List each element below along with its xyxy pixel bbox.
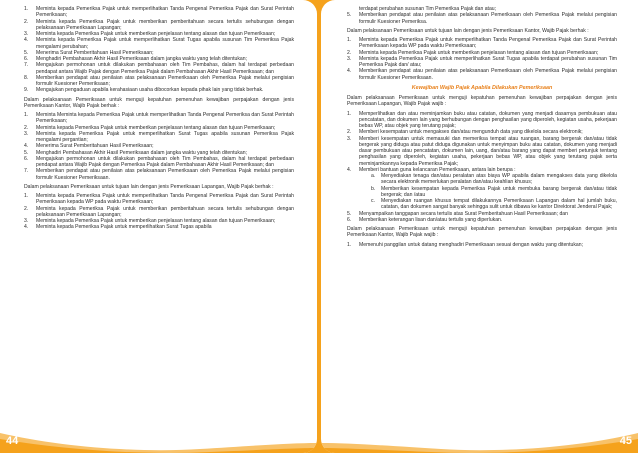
left-list-2 — [24, 112, 294, 181]
page-number: 44 — [6, 435, 19, 447]
list-item: 2. Meminta kepada Pemeriksa Pajak untuk memberikan pemberitahuan secara tertulis sehubungan dengan pelaksanaan Pemeriksaan Lapangan; — [24, 205, 294, 218]
right-list-2 — [347, 111, 617, 224]
list-item: 1. Meminta kepada Pemeriksa Pajak untuk memperlihatkan Tanda Pengenal Pemeriksa Pajak dan Surat Perintah Pemeriksaan kepada WP pada waktu Pemeriksaan; — [347, 37, 617, 50]
sub-list — [371, 173, 617, 211]
list-item: 7. Memberikan pendapat atau penilaian atas pelaksanaan Pemeriksaan oleh Pemeriksa Pajak melalui pengisian formulir Kuesioner Pemeriksaan. — [24, 168, 294, 181]
footer-wave — [0, 413, 317, 453]
list-item: 9. Mengajukan pengaduan apabila kerahasiaan usaha dibocorkan kepada pihak lain yang tidak berhak. — [24, 87, 264, 94]
page-number: 45 — [619, 435, 632, 447]
list-item: 8. Memberikan pendapat atau penilaian atas pelaksanaan Pemeriksaan oleh Pemeriksa Pajak melalui pengisian formulir Kuesioner Pemeriksaan; — [24, 74, 294, 87]
list-item: 1. Memperlihatkan dan atau meminjamkan buku atau catatan, dokumen yang menjadi dasarnya pembukuan atau pencatatan, dan dokumen lain yang berhubungan dengan penghasilan yang diperoleh, kegiatan usaha, pekerjaan bebas WP, atau objek yang terutang pajak; — [347, 110, 617, 129]
list-item: 5. Menerima Surat Pemberitahuan Hasil Pemeriksaan; — [24, 49, 154, 56]
list-item: 1. Meminta Meminta kepada Pemeriksa Pajak untuk memperlihatkan Tanda Pengenal Pemeriksa dan Surat Perintah Pemeriksaan; — [24, 112, 294, 125]
list-item: 4. Meminta kepada Pemeriksa Pajak untuk memperlihatkan Surat Tugas apabila — [24, 224, 212, 231]
paragraph: Dalam pelaksanaan Pemeriksaan untuk tujuan lain dengan jenis Pemeriksaan Lapangan, Wajib Pajak berhak : — [24, 183, 274, 190]
list-item: 2. Meminta kepada Pemeriksa Pajak untuk memberikan penjelasan tentang alasan dan tujuan Pemeriksaan; — [24, 124, 276, 131]
paragraph: Dalam pelaksanaan Pemeriksaan untuk menguji kepatuhan pemenuhan kewajiban perpajakan dengan jenis Pemeriksaan Kantor, Wajib Pajak wajib : — [347, 226, 617, 239]
left-list-1 — [24, 6, 294, 94]
list-item: 4. Memberi bantuan guna kelancaran Pemeriksaan, antara lain berupa : a. Menyediakan tenaga dan/atau peralatan atas biaya WP apabila dalam mengakses data yang dikelola secara elektronik memerlukan peralatan dan/atau keahlian khusus; b. Memberikan kesempatan kepada Pemeriksa Pajak untuk membuka barang bergerak dan/atau tidak bergerak; dan /atau c. Menyediakan ruangan khusus tempat dilakukannya Pemeriksaan Lapangan dalam hal jumlah buku, catatan, dan dokumen sangat banyak sehingga sulit untuk dibawa ke kantor Direktorat Jenderal Pajak; — [347, 166, 617, 211]
list-item: c. Menyediakan ruangan khusus tempat dilakukannya Pemeriksaan Lapangan dalam hal jumlah buku, catatan, dan dokumen sangat banyak sehingga sulit untuk dibawa ke kantor Direktorat Jenderal Pajak; — [371, 198, 617, 211]
list-item: 3. Meminta kepada Pemeriksa Pajak untuk memperlihatkan Surat Tugas apabila terdapat perubahan susunan Tim Pemeriksa Pajak dan/ atau; — [347, 55, 617, 68]
paragraph: Dalam pelaksanaan Pemeriksaan untuk tujuan lain dengan jenis Pemeriksaan Kantor, Wajib Pajak berhak : — [347, 27, 589, 34]
list-item: 4. Meminta kepada Pemeriksa Pajak untuk memperlihatkan Surat Tugas apabila susunan Tim Pemeriksa Pajak mengalami perubahan; — [24, 37, 294, 50]
list-item: 5. Menghadiri Pembahasan Akhir Hasil Pemeriksaan dalam jangka waktu yang telah ditentukan; — [24, 149, 247, 156]
list-item: 6. Menghadiri Pembahasan Akhir Hasil Pemeriksaan dalam jangka waktu yang telah ditentukan; — [24, 56, 247, 62]
left-column — [24, 6, 294, 234]
list-item: 5. Memberikan pendapat atau penilaian atas pelaksanaan Pemeriksaan oleh Pemeriksa Pajak melalui pengisian formulir Kuesioner Pemeriksa. — [347, 12, 617, 25]
right-list-0 — [347, 12, 617, 25]
list-item: 3. Meminta kepada Pemeriksa Pajak untuk memperlihatkan Surat Tugas apabila susunan Pemeriksa Pajak mengalami pergantian; — [24, 130, 294, 143]
paragraph: Dalam pelaksanaan Pemeriksaan untuk menguji kepatuhan pemenuhan kewajiban perpajakan dengan jenis Pemeriksaan Kantor, Wajib Pajak berhak : — [24, 96, 294, 109]
list-item: b. Memberikan kesempatan kepada Pemeriksa Pajak untuk membuka barang bergerak dan/atau tidak bergerak; dan /atau — [371, 185, 617, 198]
left-page — [0, 0, 317, 453]
list-item: 6. Memberikan keterangan lisan dan/atau tertulis yang diperlukan. — [347, 216, 503, 223]
list-item: 2. Meminta kepada Pemeriksa Pajak untuk memberikan pemberitahuan secara tertulis sehubungan dengan pelaksanaan Pemeriksaan Lapangan; — [24, 18, 294, 31]
list-item: 3. Meminta kepada Pemeriksa Pajak untuk memberikan penjelasan tentang alasan dan tujuan Pemeriksaan; — [24, 218, 276, 224]
right-list-4 — [347, 242, 617, 248]
list-item: 3. Meminta kepada Pemeriksa Pajak untuk memberikan penjelasan tentang alasan dan tujuan Pemeriksaan; — [24, 31, 276, 37]
section-heading: Kewajiban Wajib Pajak Apabila Dilakukan Pemeriksaan — [411, 84, 553, 91]
list-item: 2. Memberi kesempatan untuk mengakses dan/atau mengunduh data yang dikelola secara elektronik; — [347, 129, 583, 136]
list-item: 1. Meminta kepada Pemeriksa Pajak untuk memperlihatkan Tanda Pengenal Pemeriksa Pajak dan Surat Perintah Pemeriksaan; — [24, 6, 294, 19]
list-item: 6. Mengajukan permohonan untuk dilakukan pembahasan oleh Tim Pembahas, dalam hal terdapat perbedaan pendapat antara Wajib Pajak dengan Pemeriksa Pajak dalam Pembahasan Akhir Hasil Pemeriksaan; dan — [24, 155, 294, 168]
list-item: 4. Memberikan pendapat atau penilaian atas pelaksanaan Pemeriksaan oleh Pemeriksa Pajak melalui pengisian formulir Kuesioner Pemeriksaan. — [347, 68, 617, 81]
right-page — [321, 0, 638, 453]
list-item: 3. Memberi kesempatan untuk memasuki dan memeriksa tempat atau ruangan, barang bergerak dan/atau tidak bergerak yang diduga atau patut diduga digunakan untuk menyimpan buku atau catatan, dokumen yang menjadi dasar pembukuan atau pencatatan, dokumen lain, uang, dan/atau barang yang dapat memberi petunjuk tentang penghasilan yang diperoleh, kegiatan usaha, pekerjaan bebas WP, atau objek yang terutang pajak serta meminjamkannya kepada Pemeriksa Pajak; — [347, 135, 617, 167]
list-item: 7. Mengajukan permohonan untuk dilakukan pembahasan oleh Tim Pembahas, dalam hal terdapat perbedaan pendapat antara Wajib Pajak dengan Pemeriksa Pajak dalam Pembahasan Akhir Hasil Pemeriksaan; dan — [24, 62, 294, 75]
paragraph: Dalam pelaksanaan Pemeriksaan untuk menguji kepatuhan pemenuhan kewajiban perpajakan dengan jenis Pemeriksaan Lapangan, Wajib Pajak wajib : — [347, 95, 617, 108]
list-item: 4. Menerima Surat Pemberitahuan Hasil Pemeriksaan; — [24, 143, 154, 150]
list-item: 2. Meminta kepada Pemeriksa Pajak untuk memberikan penjelasan tentang alasan dan tujuan Pemeriksaan; — [347, 49, 599, 56]
continued-text: terdapat perubahan susunan Tim Pemeriksa Pajak dan atau; — [359, 6, 497, 12]
right-column — [347, 6, 617, 251]
left-list-3 — [24, 193, 294, 231]
list-item: a. Menyediakan tenaga dan/atau peralatan atas biaya WP apabila dalam mengakses data yang dikelola secara elektronik memerlukan peralatan dan/atau keahlian khusus; — [371, 173, 617, 186]
list-item: 5. Menyampaikan tanggapan secara tertulis atas Surat Pemberitahuan Hasil Pemeriksaan; dan — [347, 210, 568, 217]
right-list-1 — [347, 37, 617, 81]
list-item: 1. Memenuhi panggilan untuk datang menghadiri Pemeriksaan sesuai dengan waktu yang ditentukan; — [347, 241, 583, 248]
list-item: 1. Meminta kepada Pemeriksa Pajak untuk memperlihatkan Tanda Pengenal Pemeriksa Pajak dan Surat Perintah Pemeriksaan kepada WP pada waktu Pemeriksaan; — [24, 193, 294, 206]
footer-wave — [321, 413, 638, 453]
